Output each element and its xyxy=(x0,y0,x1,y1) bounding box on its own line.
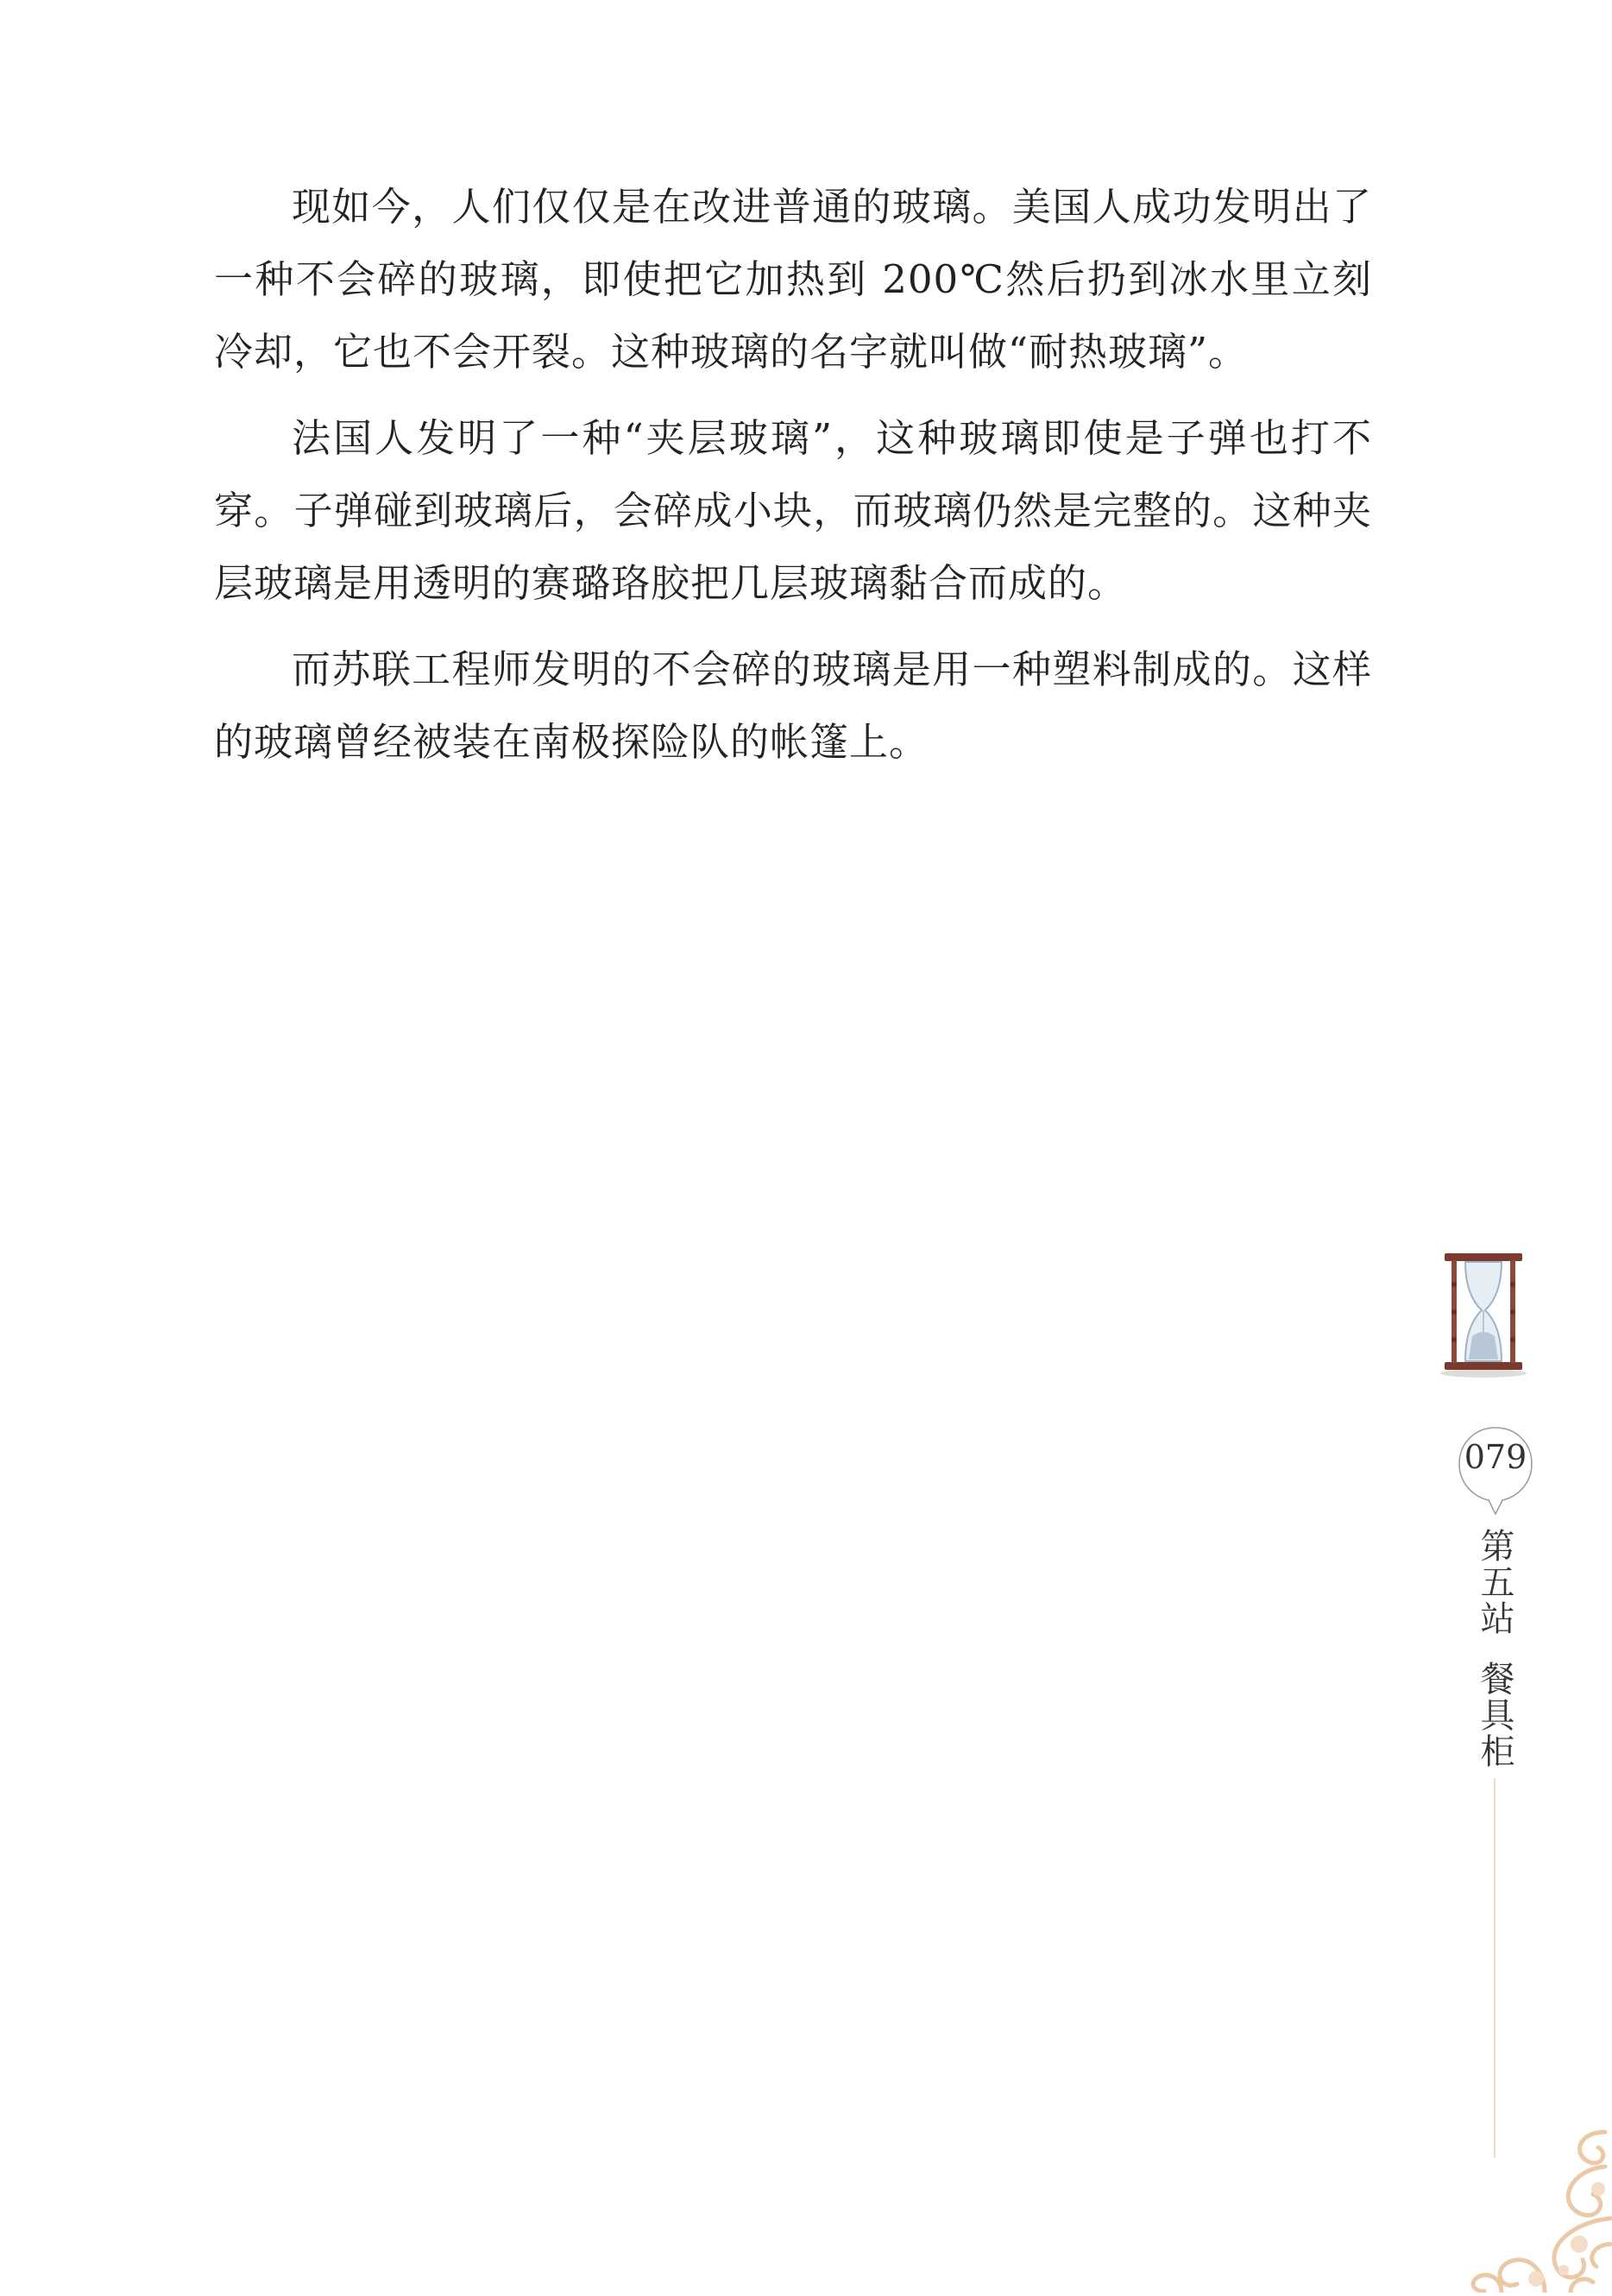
hourglass-icon xyxy=(1436,1250,1531,1379)
corner-scroll-ornament xyxy=(1372,2115,1612,2293)
paragraph-3: 而苏联工程师发明的不会碎的玻璃是用一种塑料制成的。这样的玻璃曾经被装在南极探险队的帐篷上。 xyxy=(214,647,1372,765)
chapter-title: 餐具柜 xyxy=(1475,1661,1514,1769)
body-text xyxy=(214,171,1372,792)
page-number-badge xyxy=(1454,1424,1537,1519)
paragraph-2: 法国人发明了一种“夹层玻璃”，这种玻璃即使是子弹也打不穿。子弹碰到玻璃后，会碎成小块，而玻璃仍然是完整的。这种夹层玻璃是用透明的赛璐珞胶把几层玻璃黏合而成的。 xyxy=(214,415,1372,606)
chapter-number: 第五站 xyxy=(1475,1528,1514,1637)
page-number: 079 xyxy=(1464,1438,1527,1476)
chapter-divider xyxy=(1494,1778,1496,2158)
chapter-label xyxy=(1470,1528,1519,1769)
paragraph-1: 现如今，人们仅仅是在改进普通的玻璃。美国人成功发明出了一种不会碎的玻璃，即使把它加热到 200℃然后扔到冰水里立刻冷却，它也不会开裂。这种玻璃的名字就叫做“耐热玻璃”。 xyxy=(214,184,1372,375)
